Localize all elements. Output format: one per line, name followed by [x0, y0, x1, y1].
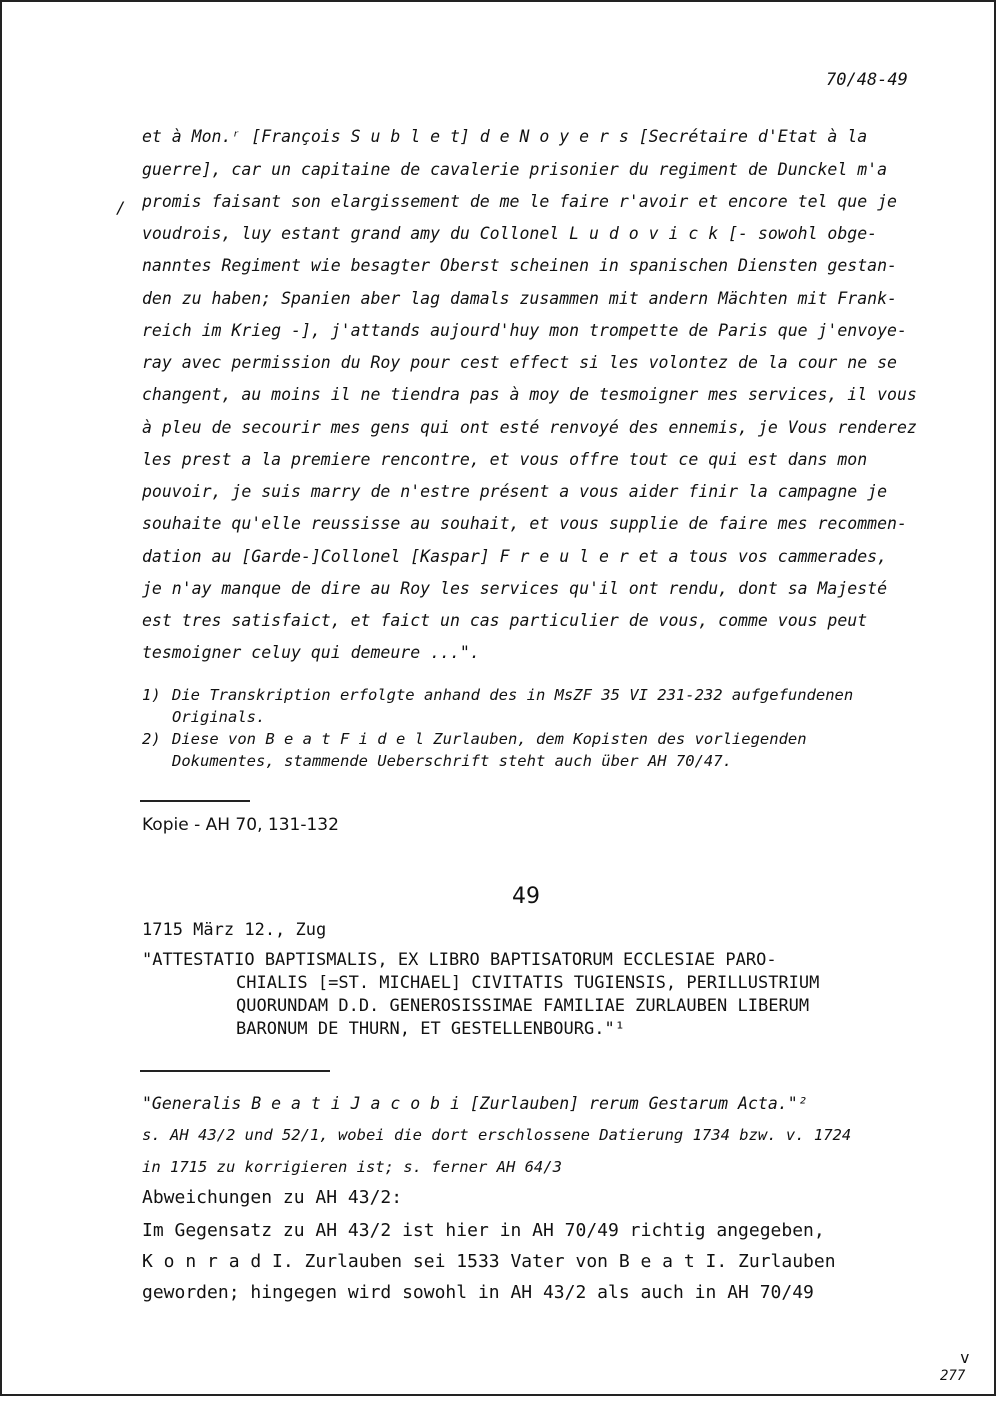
body-line: geworden; hingegen wird sowohl in AH 43/2 als auch in AH 70/49: [142, 1282, 814, 1303]
title-line: QUORUNDAM D.D. GENEROSISSIMAE FAMILIAE ZURLAUBEN LIBERUM: [236, 996, 810, 1016]
letter-line: guerre], car un capitaine de cavalerie prisonier du regiment de Dunckel m'a: [142, 160, 888, 179]
letter-line: reich im Krieg -], j'attands aujourd'huy mon trompette de Paris que j'envoye-: [142, 321, 907, 340]
title-line: "ATTESTATIO BAPTISMALIS, EX LIBRO BAPTISATORUM ECCLESIAE PARO-: [142, 950, 777, 970]
body-line: Abweichungen zu AH 43/2:: [142, 1187, 403, 1208]
source-line: Kopie - AH 70, 131-132: [142, 815, 339, 835]
footnote-text: Dokumentes, stammende Ueberschrift steht auch über AH 70/47.: [172, 752, 732, 770]
check-mark: v: [960, 1348, 970, 1367]
letter-line: les prest a la premiere rencontre, et vous offre tout ce qui est dans mon: [142, 450, 868, 469]
letter-line: changent, au moins il ne tiendra pas à moy de tesmoigner mes services, il vous: [142, 385, 917, 404]
footnote-text: Diese von B e a t F i d e l Zurlauben, dem Kopisten des vorliegenden: [172, 730, 807, 748]
footnote-text: Originals.: [172, 708, 266, 726]
footnote-number: 1): [142, 686, 161, 704]
letter-line: voudrois, luy estant grand amy du Collonel L u d o v i c k [- sowohl obge-: [142, 224, 878, 243]
letter-line: den zu haben; Spanien aber lag damals zusammen mit andern Mächten mit Frank-: [142, 289, 897, 308]
body-line: Im Gegensatz zu AH 43/2 ist hier in AH 70/49 richtig angegeben,: [142, 1220, 825, 1241]
letter-line: promis faisant son elargissement de me le faire r'avoir et encore tel que je: [142, 192, 897, 211]
note-line: "Generalis B e a t i J a c o b i [Zurlauben] rerum Gestarum Acta."²: [142, 1094, 808, 1113]
letter-line: je n'ay manque de dire au Roy les services qu'il ont rendu, dont sa Majesté: [142, 579, 888, 598]
document-number: 49: [512, 884, 540, 909]
body-line: K o n r a d I. Zurlauben sei 1533 Vater von B e a t I. Zurlauben: [142, 1251, 836, 1272]
archive-mark: 277: [940, 1368, 966, 1384]
letter-line: ray avec permission du Roy pour cest effect si les volontez de la cour ne se: [142, 353, 897, 372]
date-line: 1715 März 12., Zug: [142, 920, 327, 940]
footnote-1: [142, 686, 942, 704]
footnote-number: 2): [142, 730, 161, 748]
note-line: s. AH 43/2 und 52/1, wobei die dort erschlossene Datierung 1734 bzw. v. 1724: [142, 1126, 852, 1144]
title-line: CHIALIS [=ST. MICHAEL] CIVITATIS TUGIENSIS, PERILLUSTRIUM: [236, 973, 820, 993]
letter-line: et à Mon.ʳ [François S u b l e t] d e N o y e r s [Secrétaire d'Etat à la: [142, 127, 868, 146]
divider: [140, 1070, 330, 1072]
note-line: in 1715 zu korrigieren ist; s. ferner AH 64/3: [142, 1158, 562, 1176]
letter-line: tesmoigner celuy qui demeure ...".: [142, 643, 480, 662]
title-line: BARONUM DE THURN, ET GESTELLENBOURG."¹: [236, 1019, 625, 1039]
letter-line: souhaite qu'elle reussisse au souhait, et vous supplie de faire mes recommen-: [142, 514, 907, 533]
letter-line: est tres satisfaict, et faict un cas particulier de vous, comme vous peut: [142, 611, 868, 630]
margin-mark: /: [116, 198, 126, 217]
page-number: 70/48-49: [826, 70, 908, 90]
divider: [140, 800, 250, 802]
letter-line: nanntes Regiment wie besagter Oberst scheinen in spanischen Diensten gestan-: [142, 256, 897, 275]
letter-line: dation au [Garde-]Collonel [Kaspar] F r e u l e r et a tous vos cammerades,: [142, 547, 888, 566]
footnote-text: Die Transkription erfolgte anhand des in MsZF 35 VI 231-232 aufgefundenen: [172, 686, 854, 704]
footnote-2: [142, 730, 942, 748]
letter-line: à pleu de secourir mes gens qui ont esté renvoyé des ennemis, je Vous renderez: [142, 418, 917, 437]
letter-line: pouvoir, je suis marry de n'estre présent a vous aider finir la campagne je: [142, 482, 888, 501]
